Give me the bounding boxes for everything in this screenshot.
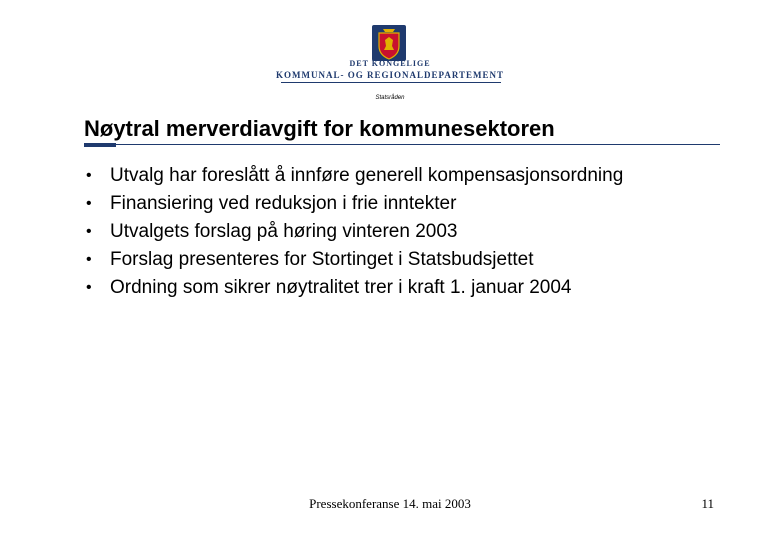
bullet-item bbox=[84, 246, 724, 274]
department-subtitle: Statsråden bbox=[375, 95, 405, 101]
slide-header bbox=[0, 0, 780, 110]
department-name-line2: KOMMUNAL- OG REGIONALDEPARTEMENT bbox=[275, 70, 505, 80]
bullet-text: Utvalg har foreslått å innføre generell kompensasjonsordning bbox=[110, 165, 624, 186]
bullet-item bbox=[84, 274, 724, 302]
bullet-text: Forslag presenteres for Stortinget i Statsbudsjettet bbox=[110, 249, 534, 270]
bullet-text: Utvalgets forslag på høring vinteren 2003 bbox=[110, 221, 458, 242]
bullet-glyph: • bbox=[86, 195, 92, 212]
footer-caption: Pressekonferanse 14. mai 2003 bbox=[309, 496, 471, 511]
bullet-glyph: • bbox=[86, 223, 92, 240]
title-accent-bar bbox=[84, 143, 116, 147]
coat-of-arms-icon bbox=[371, 24, 407, 62]
bullet-glyph: • bbox=[86, 167, 92, 184]
bullet-item bbox=[84, 162, 724, 190]
slide-title: Nøytral merverdiavgift for kommunesektoren bbox=[84, 116, 555, 141]
bullet-item bbox=[84, 218, 724, 246]
page-number: 11 bbox=[701, 496, 714, 511]
bullet-list bbox=[84, 162, 724, 302]
title-underline bbox=[84, 144, 720, 145]
department-name-line1: DET KONGELIGE bbox=[349, 59, 431, 68]
header-divider bbox=[281, 82, 501, 83]
bullet-item bbox=[84, 190, 724, 218]
bullet-text: Ordning som sikrer nøytralitet trer i kraft 1. januar 2004 bbox=[110, 277, 572, 298]
bullet-glyph: • bbox=[86, 251, 92, 268]
bullet-text: Finansiering ved reduksjon i frie inntekter bbox=[110, 193, 457, 214]
bullet-glyph: • bbox=[86, 279, 92, 296]
